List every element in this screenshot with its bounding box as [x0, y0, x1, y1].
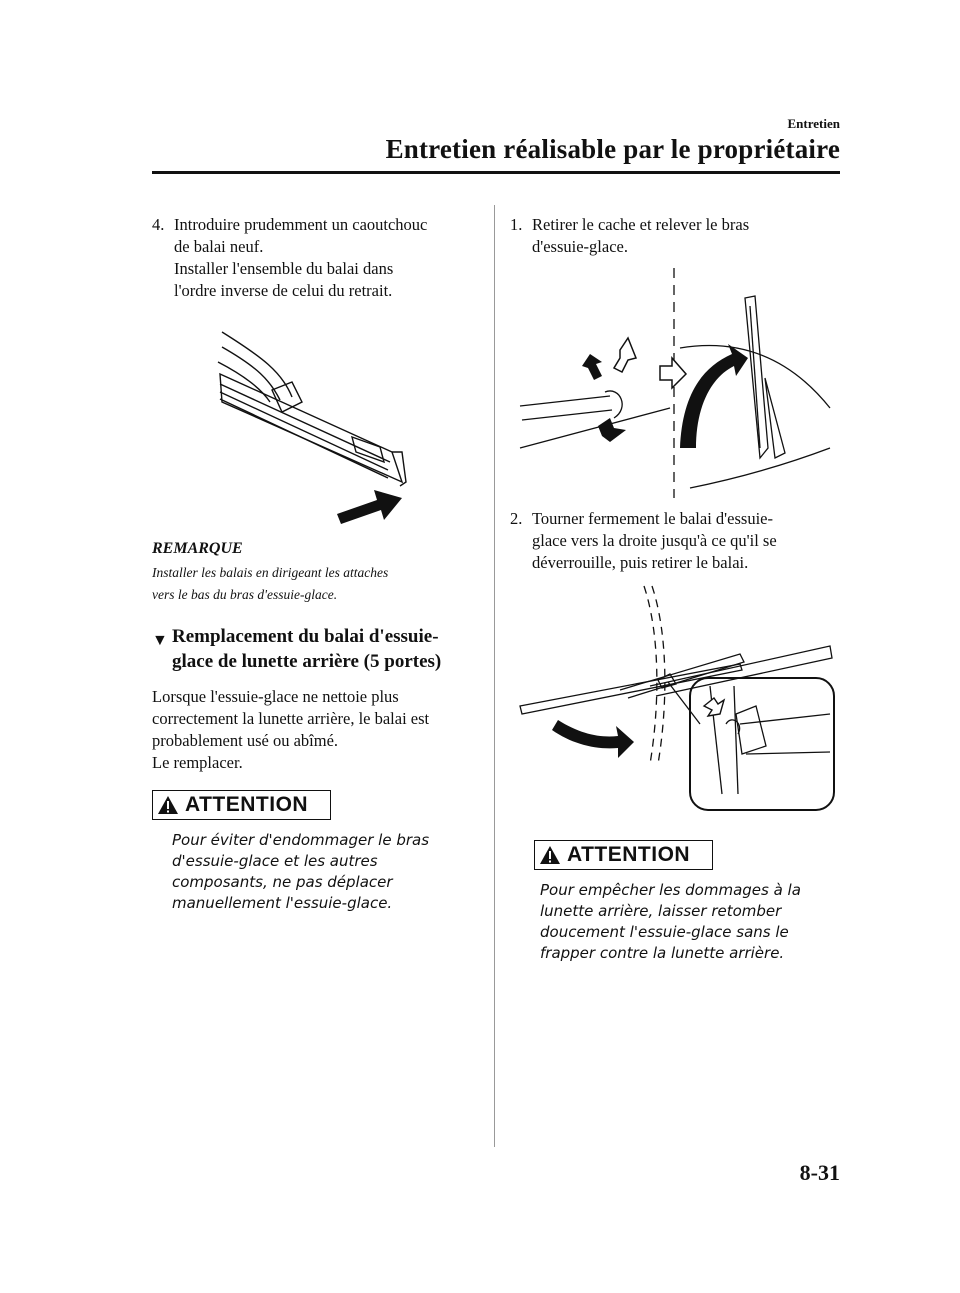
step-number: 4.	[152, 215, 165, 234]
section-body: Lorsque l'essuie-glace ne nettoie plus correctement la lunette arrière, le balai est probablement usé ou abîmé. Le remplacer.	[152, 687, 430, 772]
step-number: 2.	[510, 509, 523, 528]
wiper-arm-raise-illustration	[510, 258, 840, 502]
header-rule	[152, 171, 840, 174]
column-divider	[494, 205, 495, 1147]
warning-icon	[157, 795, 179, 815]
section-label: Entretien	[787, 116, 840, 131]
page-title: Entretien réalisable par le propriétaire	[385, 134, 840, 164]
right-column	[510, 214, 840, 964]
step-2: 2. Tourner fermement le balai d'essuie- glace vers la droite jusqu'à ce qu'il se déverrouille, puis retirer le balai.	[510, 509, 777, 572]
step-number: 1.	[510, 215, 523, 234]
warning-icon	[539, 845, 561, 865]
note-title: REMARQUE	[152, 540, 243, 557]
note-text: Installer les balais en dirigeant les attaches vers le bas du bras d'essuie-glace.	[152, 565, 389, 602]
page-number: 8-31	[799, 1160, 840, 1185]
attention-label: ATTENTION	[567, 843, 691, 866]
wiper-rubber-illustration	[152, 302, 474, 532]
step-1: 1. Retirer le cache et relever le bras d'essuie-glace.	[510, 215, 750, 256]
wiper-blade-removal-illustration	[510, 574, 840, 824]
attention-label: ATTENTION	[185, 793, 309, 816]
section-heading: ▼ Remplacement du balai d'essuie- glace de lunette arrière (5 portes)	[152, 626, 442, 672]
attention-text: Pour éviter d'endommager le bras d'essuie-glace et les autres composants, ne pas déplacer manuellement l'essuie-glace.	[172, 831, 430, 912]
step-4: 4. Introduire prudemment un caoutchouc de balai neuf. Installer l'ensemble du balai dans l'ordre inverse de celui du retrait.	[152, 215, 428, 300]
attention-box	[152, 790, 331, 820]
triangle-marker-icon: ▼	[152, 632, 168, 649]
left-column	[152, 214, 474, 914]
attention-text: Pour empêcher les dommages à la lunette arrière, laisser retomber doucement l'essuie-glace sans le frapper contre la lunette arrière.	[540, 881, 801, 962]
attention-box	[534, 840, 713, 870]
